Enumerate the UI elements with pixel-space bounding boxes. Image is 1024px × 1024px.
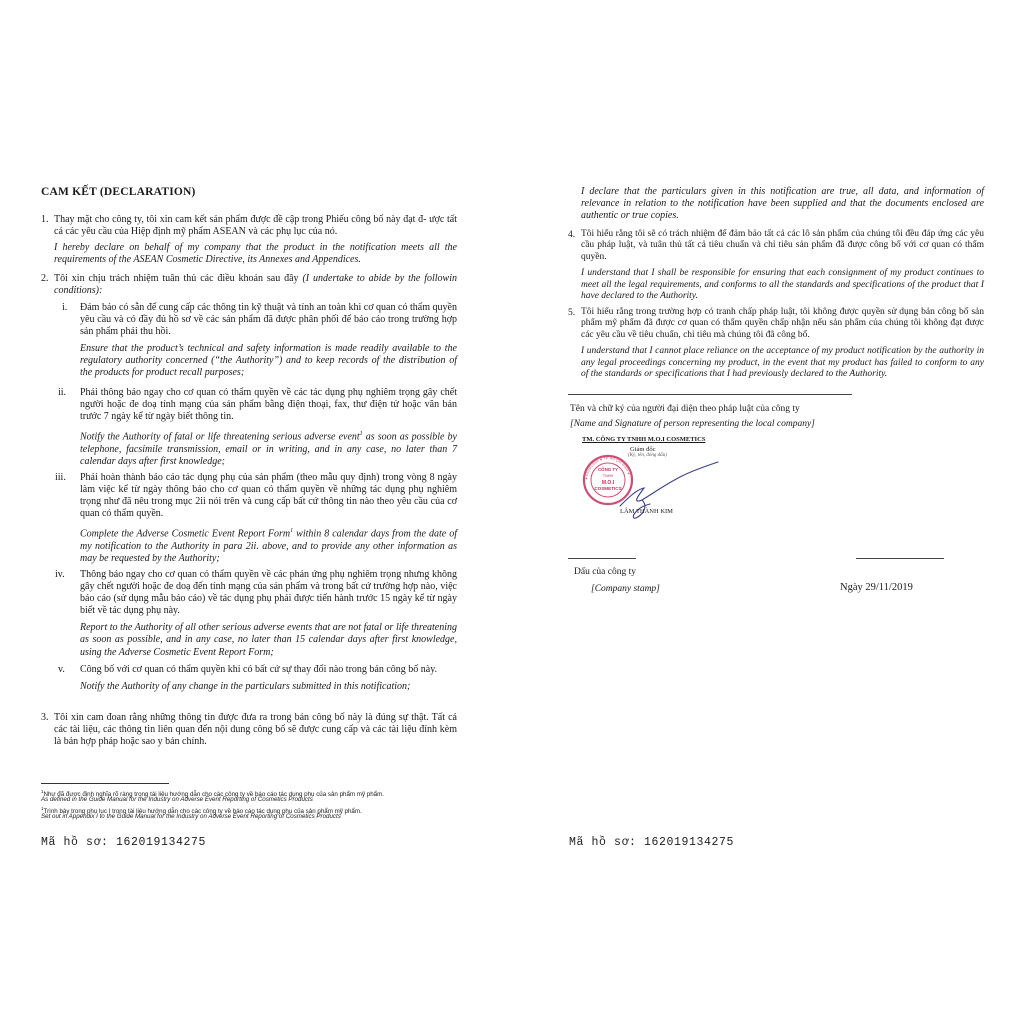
sub-v-vi: Công bố với cơ quan có thẩm quyền khi có bất cứ sự thay đổi nào trong bản công bố này. xyxy=(80,664,438,675)
declaration-title: CAM KẾT (DECLARATION) xyxy=(41,186,196,198)
signature-label-en: [Name and Signature of person representing the local company] xyxy=(570,419,815,429)
company-stamp-label-vi: Dấu của công ty xyxy=(574,567,636,577)
item-1-number: 1. xyxy=(41,214,49,225)
sub-iii-vi: Phải hoàn thành báo cáo tác dụng phụ của sản phẩm (theo mẫu quy định) trong vòng 8 ngày làm việc kể từ ngày thông báo cho cơ quan có thẩm quyền về những tác dụng phụ nghiêm trọng như đã nêu trong mục 2ii nói trên và cung cấp bất cứ thông tin nào theo yêu cầu của cơ quan có thẩm quyền. xyxy=(80,472,457,520)
sub-ii-en-b: as soon as possible by telephone, facsimile transmission, email or in writing, and in any case, no later than 7 calendar days after first knowledge; xyxy=(80,431,457,467)
signing-date: Ngày 29/11/2019 xyxy=(840,582,913,593)
seal-stamp xyxy=(584,456,632,504)
sub-iii-en-a: Complete the Adverse Cosmetic Event Report Form xyxy=(80,528,291,540)
sub-v-en: Notify the Authority of any change in the particulars submitted in this notification; xyxy=(80,681,411,693)
sub-ii-en-a: Notify the Authority of fatal or life threatening serious adverse event xyxy=(80,431,360,443)
stamp-mid: TNHH xyxy=(602,474,614,478)
item-4 xyxy=(581,229,984,302)
item-3-number: 3. xyxy=(41,712,49,723)
sub-v-number: v. xyxy=(58,664,65,675)
item-2-vi: Tôi xin chịu trách nhiệm tuân thủ các điều khoản sau đây xyxy=(54,273,299,284)
sub-iv-number: iv. xyxy=(55,569,65,580)
company-stamp-label-en: [Company stamp] xyxy=(591,584,660,594)
item-5-number: 5. xyxy=(568,308,576,318)
signature-divider xyxy=(568,394,852,395)
stamp-top: CÔNG TY xyxy=(597,467,619,472)
item-1-en: I hereby declare on behalf of my company that the product in the notification meets all the requirements of the ASEAN Cosmetic Directive, its Annexes and Appendices. xyxy=(54,242,457,266)
signature-block xyxy=(572,432,732,532)
sub-iii xyxy=(80,472,457,565)
footnote-ref: 1 xyxy=(359,431,363,438)
role-label: Giám đốc xyxy=(630,446,656,453)
item-5-vi: Tôi hiểu rằng trong trường hợp có tranh chấp pháp luật, tôi không được quyền sử dụng bản công bố sản phẩm mỹ phẩm đã được cơ quan có thẩm quyền chấp nhận nếu sản phẩm của chúng tôi không đạt được các yêu cầu về tiêu chuẩn, chỉ tiêu mà chúng tôi đã công bố. xyxy=(581,307,984,340)
item-4-number: 4. xyxy=(568,230,576,240)
sub-i-en: Ensure that the product’s technical and safety information is made readily available to the regulatory authority concerned (“the Authority”) and to keep records of the distribution of the products for product recall purposes; xyxy=(80,343,457,379)
item-2 xyxy=(54,273,457,297)
item-3-vi: Tôi xin cam đoan rằng những thông tin được đưa ra trong bản công bố này là đúng sự thật. Tất cả các tài liệu, các thông tin liên quan đến nội dung công bố sẽ được cung cấp và các tài liệu đính kèm là bản hợp pháp hoặc sao y bản chính. xyxy=(54,712,457,748)
footnote-1-en: As defined in the Guide Manual for the Industry on Adverse Event Reporting of Cosmetics Products xyxy=(41,796,313,803)
sub-iii-number: iii. xyxy=(55,472,66,483)
item-1 xyxy=(54,214,457,266)
company-line: TM. CÔNG TY TNHH M.O.I COSMETICS xyxy=(582,436,706,443)
date-line xyxy=(856,558,944,559)
sub-iv-en: Report to the Authority of all other serious adverse events that are not fatal or life threatening as soon as possible, and in any case, no later than 15 calendar days after first knowledge, using the Adverse Cosmetic Event Report Form; xyxy=(80,622,457,658)
signer-name: LÂM THÀNH KIM xyxy=(620,508,673,515)
sub-iv xyxy=(80,569,457,659)
stamp-brand2: COSMETICS xyxy=(594,486,622,491)
stamp-ring-text: ★ 0315613045 ★ TP. HỒ CHÍ MINH ★ xyxy=(584,456,631,481)
role-note: (Ký, tên, đóng dấu) xyxy=(628,453,667,458)
sub-i xyxy=(80,302,457,380)
footnote-2: $^1$Trình bày trong phụ lục I trong tài liệu hướng dẫn cho các công ty về báo cáo tác dụng phụ của sản phẩm mỹ phẩm. xyxy=(41,806,362,816)
file-code: Mã hồ sơ: 162019134275 xyxy=(41,836,207,849)
company-seal xyxy=(582,448,732,528)
sub-i-number: i. xyxy=(62,302,68,313)
item-3-en: I declare that the particulars given in this notification are true, all data, and information of relevance in relation to the notification have been supplied and that the documents enclosed are authentic or true copies. xyxy=(581,186,984,222)
sub-i-vi: Đảm bảo có sẵn để cung cấp các thông tin kỹ thuật và tính an toàn khi cơ quan có thẩm quyền yêu cầu và có đầy đủ hồ sơ về các sản phẩm đã được phân phối để báo cáo trong trường hợp sản phẩm phải thu hồi. xyxy=(80,302,457,338)
item-1-vi: Thay mặt cho công ty, tôi xin cam kết sản phẩm được đề cập trong Phiếu công bố này đạt đ- ược tất cả các yêu cầu của Hiệp định mỹ phẩm ASEAN và các phụ lục của nó. xyxy=(54,214,457,238)
item-2-en: (I undertake to abide by the followin conditions): xyxy=(54,273,457,297)
stamp-line xyxy=(568,558,636,559)
footnote-1: $^1$Như đã được định nghĩa rõ ràng trong tài liệu hướng dẫn cho các công ty về báo cáo tác dụng phụ của sản phẩm mỹ phẩm. xyxy=(41,789,384,799)
item-5 xyxy=(581,307,984,380)
footnote-ref: 1 xyxy=(290,528,294,535)
sub-ii xyxy=(80,387,457,468)
sub-ii-vi: Phải thông báo ngay cho cơ quan có thẩm quyền về các tác dụng phụ nghiêm trọng gây chết người hoặc đe doạ tính mạng của sản phẩm bằng điện thoại, fax, thư điện tử hoặc văn bản trước 7 ngày kể từ ngày biết thông tin. xyxy=(80,387,457,423)
sub-ii-number: ii. xyxy=(58,387,67,398)
item-4-en: I understand that I shall be responsible for ensuring that each consignment of my product continues to meet all the legal requirements, and conforms to all the standards and specifications of the product that I have declared to the Authority. xyxy=(581,268,984,302)
sub-iv-vi: Thông báo ngay cho cơ quan có thẩm quyền về các phản ứng phụ nghiêm trọng nhưng không gây chết người hoặc đe doạ đến tính mạng của sản phẩm và trong bất cứ trường hợp nào, việc báo cáo (sử dụng mẫu báo cáo) về tác dụng phụ phải được tiến hành trước 15 ngày kể từ ngày biết về tác dụng phụ này. xyxy=(80,569,457,617)
sub-iii-en-b: within 8 calendar days from the date of my notification to the Authority in para 2ii. above, and to provide any other information as may be requested by the Authority; xyxy=(80,528,457,564)
stamp-brand: M.O.I xyxy=(601,480,615,486)
sub-v xyxy=(80,664,457,693)
file-code-right: Mã hồ sơ: 162019134275 xyxy=(569,836,735,849)
footnote-divider xyxy=(41,783,169,784)
item-2-number: 2. xyxy=(41,273,49,284)
item-4-vi: Tôi hiểu rằng tôi sẽ có trách nhiệm để đảm bảo tất cả các lô sản phẩm của chúng tôi đều đáp ứng các yêu cầu pháp luật, và tuân thủ tất cả tiêu chuẩn và chỉ tiêu sản phẩm đã được công bố với cơ quan có thẩm quyền. xyxy=(581,229,984,262)
footnote-2-en: Set out in Appendix I to the Guide Manual for the Industry on Adverse Event Reporting of Cosmetics Products xyxy=(41,813,341,820)
signature-label-vi: Tên và chữ ký của người đại diện theo pháp luật của công ty xyxy=(570,404,800,414)
sub-iii-en xyxy=(80,525,457,565)
item-5-en: I understand that I cannot place reliance on the acceptance of my product notification by the authority in any legal proceedings concerning my product, in the event that my product has failed to conform to any of the standards or specifications that I had previously declared to the Authority. xyxy=(581,346,984,380)
sub-ii-en xyxy=(80,428,457,468)
